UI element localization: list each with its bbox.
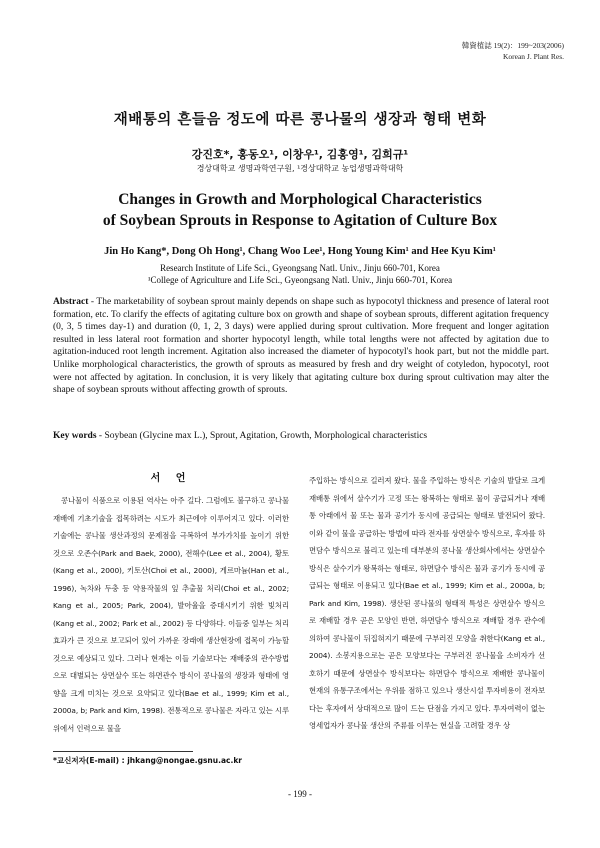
korean-authors: 강진호*, 홍동오¹, 이창우¹, 김홍영¹, 김희규¹ — [191, 148, 409, 161]
body-column-right — [309, 472, 545, 735]
abstract-label: Abstract — [53, 297, 89, 307]
english-title-line2: of Soybean Sprouts in Response to Agitation of Culture Box — [102, 212, 498, 229]
korean-title: 재배통의 흔들음 정도에 따른 콩나물의 생장과 형태 변화 — [113, 112, 487, 128]
body-paragraph-left: 콩나물이 식품으로 이용된 역사는 아주 길다. 그럼에도 불구하고 콩나물 재배에 기초기술을 접목하려는 시도가 최근에야 이루어지고 있다. 이러한 기술에는 콩나물 생산과정의 문제점을 극복하여 부가가치를 높이기 위한 것으로 오존수(Park and Baek, 2000), 전해수(Lee et al., 2004), 황토(Kang et al., 2000), 키토산(Choi et al., 2000), 게르마늄(Han et al., 1996), 녹차와 두충 등 약용작물의 잎 추출물 처리(Choi et al., 2002; Kang et al., 2005; Park, 2004), 발아율을 증대시키기 위한 빛처리(Kang et al., 2002; Park et al., 2002) 등 다양하다. 이들중 일부는 처리효과가 큰 것으로 보고되어 있어 가까운 장래에 생산현장에 접목이 가능할 것으로 예상되고 있다. 그러나 현재는 이들 기술보다는 재배중의 관수방법으로 대별되는 상면살수 또는 하면관수 방식이 콩나물의 생장과 형태에 영향을 크게 미치는 것으로 요약되고 있다(Bae et al., 1999; Kim et al., 2000a, b; Park and Kim, 1998). 전통적으로 콩나물은 자라고 있는 시루 위에서 인력으로 물을 — [53, 496, 289, 733]
english-title-line1: Changes in Growth and Morphological Characteristics — [118, 191, 482, 208]
english-title — [0, 189, 600, 231]
abstract-text: - The marketability of soybean sprout mainly depends on shape such as hypocotyl thickness and presence of lateral root formation, etc. To clarify the effects of agitating culture box on growth and shape of soybean sprouts, different agitation frequency (0, 3, 5 times day-1) and duration (0, 1, 2, 3 days) were applied during sprout cultivation. More frequent and longer agitation resulted in less lateral root formation and shorter hypocotyl length, while total lengths were not affected by agitation due to agitation-induced root length increment. Agitation also increased the diameter of hypocotyl's hook part, but not the middle part. Unlike morphological characteristics, the growth of sprouts as measured by fresh and dry weight of cotyledon, hypocotyl, root were not affected by agitation. In conclusion, it is very likely that agitating culture box during sprout cultivation may alter the shape of soybean sprouts without affecting growth of sprouts. — [53, 297, 549, 396]
keywords-text: - Soybean (Glycine max L.), Sprout, Agitation, Growth, Morphological characteristics — [96, 431, 428, 441]
page-number: - 199 - — [288, 789, 312, 799]
english-authors: Jin Ho Kang*, Dong Oh Hong¹, Chang Woo Lee¹, Hong Young Kim¹ and Hee Kyu Kim¹ — [104, 246, 496, 257]
journal-citation — [462, 40, 564, 62]
corresponding-author-footnote: *교신저자(E-mail) : jhkang@nongae.gsnu.ac.kr — [53, 756, 242, 765]
english-affiliation-line1: Research Institute of Life Sci., Gyeongsang Natl. Univ., Jinju 660-701, Korea — [160, 263, 440, 273]
korean-affiliation: 경상대학교 생명과학연구원, ¹경상대학교 농업생명과학대학 — [196, 164, 404, 173]
keywords-label: Key words — [53, 431, 97, 441]
english-affiliation-line2: ¹College of Agriculture and Life Sci., Gyeongsang Natl. Univ., Jinju 660-701, Korea — [147, 275, 453, 285]
english-affiliation — [0, 262, 600, 286]
keywords — [53, 430, 549, 443]
footnote-divider — [53, 751, 193, 752]
body-column-left — [53, 472, 289, 737]
journal-citation-line1: 韓資植誌 19(2)：199~203(2006) — [461, 41, 564, 50]
journal-citation-line2: Korean J. Plant Res. — [502, 52, 564, 61]
body-paragraph-right: 주입하는 방식으로 길러져 왔다. 물을 주입하는 방식은 기술의 발달로 크게 재배통 위에서 살수기가 고정 또는 왕복하는 형태로 물이 공급되거나 재배통 아래에서 물 또는 물과 공기가 동시에 공급되는 형태로 발전되어 왔다. 이와 같이 물을 공급하는 방법에 따라 전자를 상면살수 방식으로, 후자를 하면담수 방식으로 불리고 있는데 대부분의 콩나물 생산회사에서는 상면살수 방식은 살수기가 왕복하는 형태로, 하면담수 방식은 물과 공기가 동시에 공급되는 형태로 이용되고 있다(Bae et al., 1999; Kim et al., 2000a, b; Park and Kim, 1998). 생산된 콩나물의 형태적 특성은 상면살수 방식으로 재배할 경우 곧은 모양인 반면, 하면담수 방식으로 재배할 경우 관수에 의하여 콩나물이 뒤집혀지기 때문에 구부러진 모양을 취한다(Kang et al., 2004). 소봉지용으로는 곧은 모양보다는 구부러진 콩나물을 소비자가 선호하기 때문에 상면살수 방식보다는 하면담수 방식으로 재배한 콩나물이 현재의 유통구조에서는 우위를 점하고 있으나 생산시설 투자비용이 전자보다는 후자에서 상대적으로 많이 드는 단점을 가지고 있다. 투자여력이 없는 영세업자가 콩나물 생산의 주류를 이루는 현실을 고려할 경우 상 — [309, 476, 545, 730]
section-heading-introduction: 서 언 — [150, 473, 192, 484]
abstract — [53, 296, 549, 397]
